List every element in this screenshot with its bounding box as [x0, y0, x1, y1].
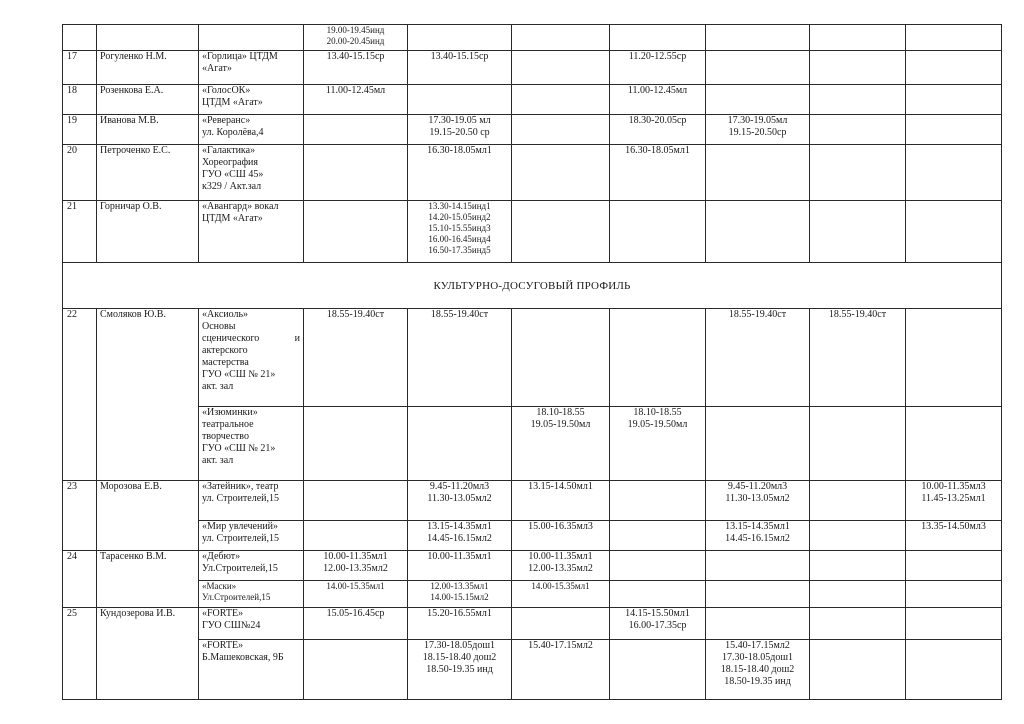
cell-line: ГУО «СШ № 21»	[202, 369, 276, 380]
teacher-name: Иванова М.В.	[97, 115, 199, 145]
schedule-cell	[512, 640, 610, 700]
schedule-cell	[512, 85, 610, 115]
cell-line: 11.00-12.45мл	[325, 85, 386, 96]
table-row	[63, 201, 1002, 263]
cell-line: творчество	[202, 431, 249, 442]
schedule-cell	[408, 145, 512, 201]
cell-line: ЦТДМ «Агат»	[202, 213, 263, 224]
cell-line: 20.00-20.45инд	[326, 36, 385, 46]
cell-line: к329 / Акт.зал	[202, 181, 262, 192]
schedule-cell	[610, 115, 706, 145]
schedule-cell	[810, 85, 906, 115]
cell-line: 19.05-19.50мл	[627, 419, 688, 430]
schedule-cell	[810, 551, 906, 581]
cell-line: 18.55-19.40ст	[828, 309, 887, 320]
schedule-cell	[408, 407, 512, 481]
schedule-cell	[810, 51, 906, 85]
cell-line: 11.30-13.05мл2	[725, 493, 790, 504]
schedule-cell	[304, 551, 408, 581]
schedule-cell	[512, 51, 610, 85]
schedule-cell	[512, 608, 610, 640]
schedule-cell	[408, 521, 512, 551]
schedule-cell	[706, 640, 810, 700]
cell-line: 10.00-11.35мл3	[921, 481, 986, 492]
cell-line: Ул.Строителей,15	[202, 592, 271, 602]
row-number: 24	[63, 551, 97, 608]
cell-line: Ул.Строителей,15	[202, 563, 278, 574]
schedule-cell	[810, 608, 906, 640]
cell-line: «FORTE»	[202, 640, 244, 651]
cell-line: 18.30-20.05ср	[628, 115, 687, 126]
cell-line: 16.00-16.45инд4	[428, 234, 491, 244]
table-row	[63, 115, 1002, 145]
schedule-cell	[906, 551, 1002, 581]
cell-line: «FORTE»	[202, 608, 244, 619]
cell-line: 16.50-17.35инд5	[428, 245, 491, 255]
cell-line: «Галактика»	[202, 145, 256, 156]
cell-line: 14.45-16.15мл2	[427, 533, 492, 544]
cell-line: ЦТДМ «Агат»	[202, 97, 263, 108]
group-name	[199, 309, 304, 407]
group-name	[199, 407, 304, 481]
row-number: 23	[63, 481, 97, 551]
schedule-cell	[706, 51, 810, 85]
schedule-cell	[512, 481, 610, 521]
schedule-cell	[706, 481, 810, 521]
schedule-cell	[304, 309, 408, 407]
cell-line: 16.30-18.05мл1	[427, 145, 492, 156]
cell-line: 14.00-15.35мл1	[531, 581, 590, 591]
table-row	[63, 309, 1002, 407]
schedule-cell	[610, 551, 706, 581]
table-cell	[610, 25, 706, 51]
cell-line: ул. Строителей,15	[202, 533, 280, 544]
cell-line: «Дебют»	[202, 551, 241, 562]
cell-line: «ГолосОК»	[202, 85, 251, 96]
cell-line: 18.50-19.35 инд	[724, 676, 791, 687]
group-name	[199, 481, 304, 521]
schedule-cell	[408, 481, 512, 521]
schedule-cell	[610, 521, 706, 551]
schedule-cell	[706, 145, 810, 201]
cell-line: «Аксиоль»	[202, 309, 249, 320]
cell-line: 18.10-18.55	[633, 407, 682, 418]
cell-line: Б.Машековская, 9Б	[202, 652, 284, 663]
cell-line: ул. Королёва,4	[202, 127, 264, 138]
cell-line: 13.40-15.15ср	[326, 51, 385, 62]
cell-line: 19.15-20.50ср	[728, 127, 787, 138]
teacher-name: Розенкова Е.А.	[97, 85, 199, 115]
schedule-cell	[810, 309, 906, 407]
schedule-cell	[408, 581, 512, 608]
schedule-cell	[706, 85, 810, 115]
table-cell	[706, 25, 810, 51]
cell-line: 17.30-19.05мл	[727, 115, 788, 126]
cell-line: 14.00-15.15мл2	[430, 592, 489, 602]
schedule-cell	[906, 85, 1002, 115]
cell-line: актерского	[202, 345, 248, 356]
schedule-cell	[906, 640, 1002, 700]
cell-line: сценического и	[202, 333, 300, 344]
cell-line: 15.40-17.15мл2	[725, 640, 790, 651]
schedule-cell	[706, 201, 810, 263]
cell-line: 18.55-19.40ст	[728, 309, 787, 320]
schedule-cell	[512, 309, 610, 407]
schedule-cell	[512, 145, 610, 201]
schedule-cell	[304, 640, 408, 700]
cell-line: 18.55-19.40ст	[430, 309, 489, 320]
cell-line: 10.00-11.35мл1	[427, 551, 492, 562]
schedule-cell	[304, 145, 408, 201]
cell-line: «Реверанс»	[202, 115, 251, 126]
row-number: 21	[63, 201, 97, 263]
row-number: 22	[63, 309, 97, 481]
teacher-name: Горничар О.В.	[97, 201, 199, 263]
cell-line: 14.20-15.05инд2	[428, 212, 491, 222]
cell-line: 15.20-16.55мл1	[427, 608, 492, 619]
group-name	[199, 145, 304, 201]
table-row	[63, 51, 1002, 85]
cell-line: 19.05-19.50мл	[530, 419, 591, 430]
group-name	[199, 85, 304, 115]
cell-line: акт. зал	[202, 455, 234, 466]
cell-line: 17.30-18.05дош1	[721, 652, 794, 663]
cell-line: 15.10-15.55инд3	[428, 223, 491, 233]
schedule-cell	[512, 521, 610, 551]
table-row	[63, 25, 1002, 51]
schedule-cell	[408, 85, 512, 115]
cell-line: 15.05-16.45ср	[326, 608, 385, 619]
cell-line: «Мир увлечений»	[202, 521, 279, 532]
schedule-cell	[610, 145, 706, 201]
teacher-name: Тарасенко В.М.	[97, 551, 199, 608]
table-cell	[304, 25, 408, 51]
schedule-cell	[706, 407, 810, 481]
row-number: 19	[63, 115, 97, 145]
schedule-cell	[906, 309, 1002, 407]
row-number: 17	[63, 51, 97, 85]
cell-line: 18.15-18.40 дош2	[422, 652, 497, 663]
schedule-cell	[610, 581, 706, 608]
teacher-name: Кундозерова И.В.	[97, 608, 199, 700]
schedule-cell	[304, 481, 408, 521]
table-row	[63, 551, 1002, 581]
schedule-cell	[304, 407, 408, 481]
cell-line: 9.45-11.20мл3	[727, 481, 788, 492]
teacher-name: Морозова Е.В.	[97, 481, 199, 551]
schedule-cell	[304, 115, 408, 145]
schedule-cell	[610, 85, 706, 115]
cell-line: 18.10-18.55	[536, 407, 585, 418]
cell-line: 15.40-17.15мл2	[528, 640, 593, 651]
schedule-cell	[408, 115, 512, 145]
group-name	[199, 581, 304, 608]
cell-line: 13.15-14.35мл1	[725, 521, 790, 532]
teacher-name: Рогуленко Н.М.	[97, 51, 199, 85]
cell-line: 12.00-13.35мл2	[323, 563, 388, 574]
cell-line: 9.45-11.20мл3	[429, 481, 490, 492]
schedule-cell	[304, 51, 408, 85]
table-row	[63, 481, 1002, 521]
table-cell	[97, 25, 199, 51]
cell-line: «Горлица» ЦТДМ	[202, 51, 278, 62]
schedule-cell	[906, 581, 1002, 608]
cell-line: Основы	[202, 321, 236, 332]
cell-line: 19.15-20.50 ср	[429, 127, 490, 138]
table-row	[63, 85, 1002, 115]
cell-line: 16.00-17.35ср	[628, 620, 687, 631]
cell-line: 11.45-13.25мл1	[921, 493, 986, 504]
schedule-cell	[906, 521, 1002, 551]
table-row	[63, 608, 1002, 640]
schedule-cell	[610, 51, 706, 85]
schedule-cell	[512, 407, 610, 481]
table-cell	[512, 25, 610, 51]
schedule-cell	[610, 407, 706, 481]
schedule-cell	[512, 115, 610, 145]
cell-line: 12.00-13.35мл2	[528, 563, 593, 574]
schedule-cell	[304, 85, 408, 115]
group-name	[199, 115, 304, 145]
cell-line: 12.00-13.35мл1	[430, 581, 489, 591]
teacher-name: Петроченко Е.С.	[97, 145, 199, 201]
schedule-cell	[810, 115, 906, 145]
schedule-cell	[408, 608, 512, 640]
schedule-cell	[610, 481, 706, 521]
schedule-cell	[610, 201, 706, 263]
schedule-cell	[906, 115, 1002, 145]
cell-line: 10.00-11.35мл1	[528, 551, 593, 562]
schedule-cell	[810, 481, 906, 521]
cell-line: 13.15-14.50мл1	[528, 481, 593, 492]
schedule-cell	[906, 201, 1002, 263]
cell-line: 16.30-18.05мл1	[625, 145, 690, 156]
group-name	[199, 201, 304, 263]
cell-line: 14.15-15.50мл1	[625, 608, 690, 619]
schedule-cell	[408, 51, 512, 85]
cell-line: ГУО «СШ 45»	[202, 169, 264, 180]
schedule-cell	[408, 640, 512, 700]
group-name	[199, 521, 304, 551]
schedule-cell	[906, 608, 1002, 640]
schedule-cell	[810, 521, 906, 551]
cell-line: 11.30-13.05мл2	[427, 493, 492, 504]
row-number: 18	[63, 85, 97, 115]
schedule-table	[62, 24, 1002, 700]
schedule-cell	[512, 201, 610, 263]
schedule-cell	[906, 145, 1002, 201]
cell-line: 18.55-19.40ст	[326, 309, 385, 320]
cell-line: театральное	[202, 419, 254, 430]
schedule-cell	[706, 551, 810, 581]
cell-line: 13.30-14.15инд1	[428, 201, 491, 211]
cell-line: 13.40-15.15ср	[430, 51, 489, 62]
schedule-cell	[512, 551, 610, 581]
section-title: КУЛЬТУРНО-ДОСУГОВЫЙ ПРОФИЛЬ	[63, 263, 1002, 309]
schedule-cell	[906, 407, 1002, 481]
cell-line: «Изюминки»	[202, 407, 258, 418]
table-cell	[408, 25, 512, 51]
table-row	[63, 407, 1002, 481]
cell-line: 18.50-19.35 инд	[426, 664, 493, 675]
row-number: 20	[63, 145, 97, 201]
cell-line: 17.30-19.05 мл	[428, 115, 491, 126]
cell-line: 14.45-16.15мл2	[725, 533, 790, 544]
cell-line: ул. Строителей,15	[202, 493, 280, 504]
group-name	[199, 51, 304, 85]
cell-line: мастерства	[202, 357, 249, 368]
schedule-cell	[706, 309, 810, 407]
schedule-cell	[610, 309, 706, 407]
schedule-cell	[706, 608, 810, 640]
schedule-cell	[512, 581, 610, 608]
cell-line: 15.00-16.35мл3	[528, 521, 593, 532]
cell-line: «Агат»	[202, 63, 232, 74]
table-row	[63, 640, 1002, 700]
schedule-cell	[304, 581, 408, 608]
schedule-cell	[810, 640, 906, 700]
schedule-cell	[706, 115, 810, 145]
table-cell	[906, 25, 1002, 51]
teacher-name: Смоляков Ю.В.	[97, 309, 199, 481]
cell-line: акт. зал	[202, 381, 234, 392]
schedule-cell	[810, 407, 906, 481]
cell-line: 18.15-18.40 дош2	[720, 664, 795, 675]
cell-line: «Авангард» вокал	[202, 201, 279, 212]
schedule-cell	[810, 581, 906, 608]
row-number: 25	[63, 608, 97, 700]
schedule-cell	[610, 608, 706, 640]
cell-line: 13.35-14.50мл3	[921, 521, 986, 532]
group-name	[199, 551, 304, 581]
schedule-cell	[408, 201, 512, 263]
cell-line: ГУО СШ№24	[202, 620, 261, 631]
cell-line: ГУО «СШ № 21»	[202, 443, 276, 454]
schedule-cell	[810, 145, 906, 201]
cell-line: 11.00-12.45мл	[627, 85, 688, 96]
schedule-cell	[408, 551, 512, 581]
cell-line: 17.30-18.05дош1	[423, 640, 496, 651]
table-row	[63, 581, 1002, 608]
schedule-cell	[304, 521, 408, 551]
table-cell	[63, 25, 97, 51]
schedule-cell	[304, 608, 408, 640]
group-name	[199, 640, 304, 700]
cell-line: 13.15-14.35мл1	[427, 521, 492, 532]
schedule-cell	[810, 201, 906, 263]
group-name	[199, 608, 304, 640]
cell-line: Хореография	[202, 157, 259, 168]
schedule-cell	[408, 309, 512, 407]
table-row	[63, 521, 1002, 551]
schedule-cell	[304, 201, 408, 263]
schedule-cell	[706, 581, 810, 608]
schedule-cell	[610, 640, 706, 700]
table-cell	[199, 25, 304, 51]
cell-line: «Затейник», театр	[202, 481, 279, 492]
table-cell	[810, 25, 906, 51]
schedule-cell	[906, 51, 1002, 85]
cell-line: 19.00-19.45инд	[326, 25, 385, 35]
section-row	[63, 263, 1002, 309]
cell-line: 11.20-12.55ср	[628, 51, 687, 62]
schedule-cell	[706, 521, 810, 551]
table-row	[63, 145, 1002, 201]
schedule-cell	[906, 481, 1002, 521]
cell-line: 10.00-11.35мл1	[323, 551, 388, 562]
cell-line: 14.00-15.35мл1	[326, 581, 385, 591]
cell-line: «Маски»	[202, 581, 237, 591]
